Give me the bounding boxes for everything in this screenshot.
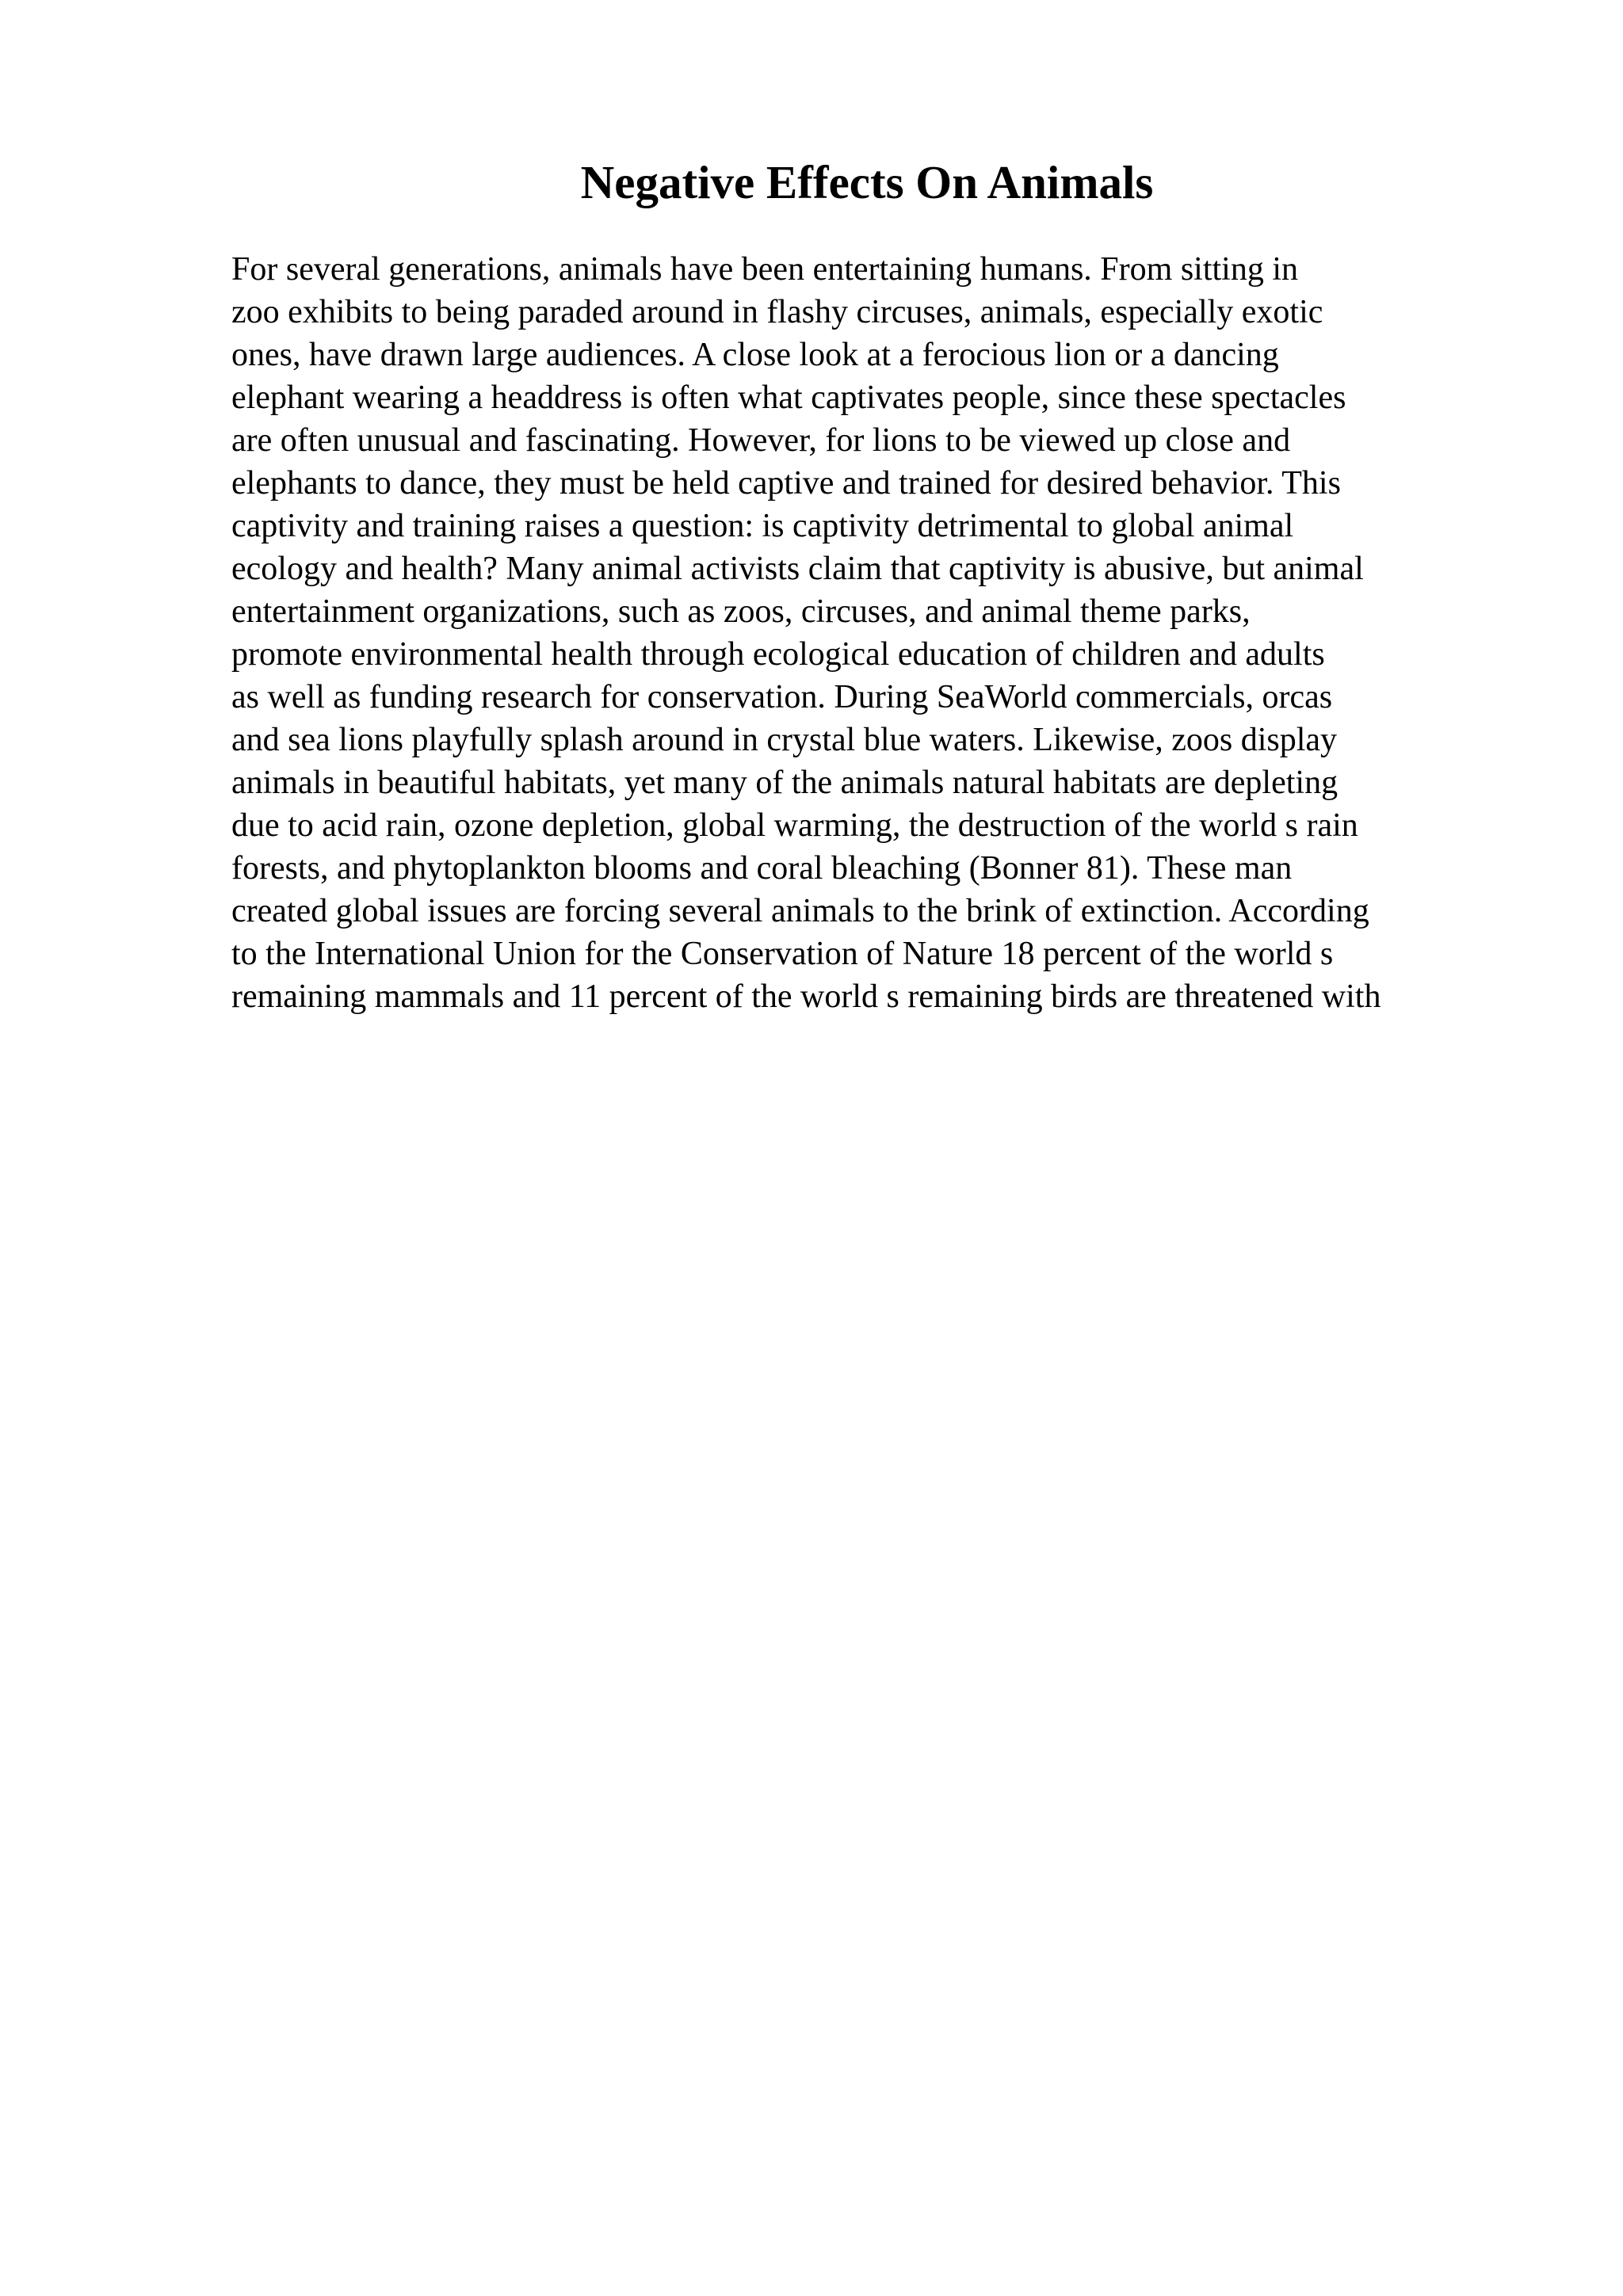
body-line: forests, and phytoplankton blooms and coral bleaching (Bonner 81). These man <box>231 850 1293 887</box>
body-line: ones, have drawn large audiences. A close look at a ferocious lion or a dancing <box>231 337 1279 373</box>
body-line: ecology and health? Many animal activists claim that captivity is abusive, but animal <box>231 551 1364 587</box>
body-line: elephant wearing a headdress is often what captivates people, since these spectacles <box>231 379 1346 416</box>
body-line: and sea lions playfully splash around in crystal blue waters. Likewise, zoos display <box>231 722 1338 758</box>
body-line: entertainment organizations, such as zoos, circuses, and animal theme parks, <box>231 593 1251 630</box>
body-line: promote environmental health through ecological education of children and adults <box>231 636 1325 673</box>
body-line: as well as funding research for conservation. During SeaWorld commercials, orcas <box>231 679 1333 715</box>
body-line: animals in beautiful habitats, yet many of the animals natural habitats are depleting <box>231 765 1338 801</box>
body-line: captivity and training raises a question: is captivity detrimental to global animal <box>231 508 1294 544</box>
body-line: zoo exhibits to being paraded around in flashy circuses, animals, especially exotic <box>231 294 1323 330</box>
body-line: due to acid rain, ozone depletion, global warming, the destruction of the world s rain <box>231 807 1358 844</box>
body-line: to the International Union for the Conservation of Nature 18 percent of the world s <box>231 936 1334 972</box>
body-line: are often unusual and fascinating. However, for lions to be viewed up close and <box>231 422 1291 459</box>
body-line: created global issues are forcing several animals to the brink of extinction. According <box>231 893 1369 929</box>
body-line: For several generations, animals have been entertaining humans. From sitting in <box>231 251 1299 288</box>
document-body <box>231 248 1594 1018</box>
body-line: elephants to dance, they must be held captive and trained for desired behavior. This <box>231 465 1341 502</box>
document-title: Negative Effects On Animals <box>580 156 1154 208</box>
body-line: remaining mammals and 11 percent of the world s remaining birds are threatened with <box>231 978 1381 1015</box>
